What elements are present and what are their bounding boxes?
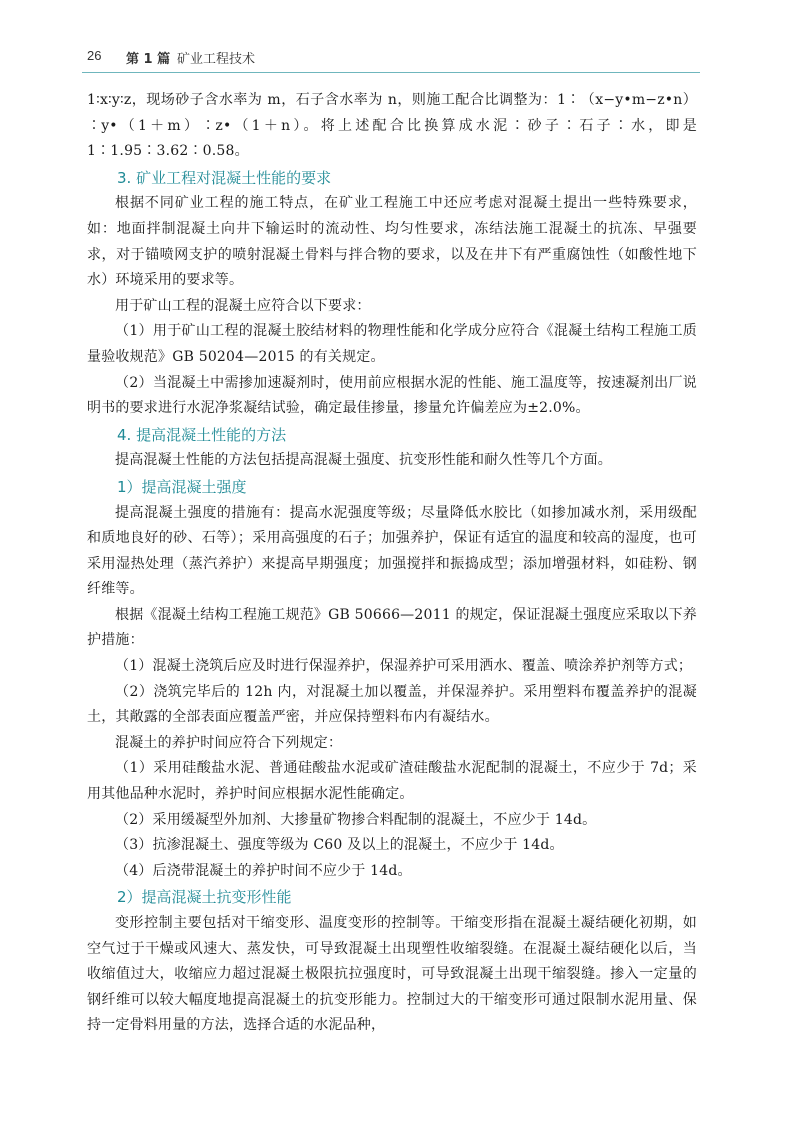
paragraph: 提高混凝土强度的措施有：提高水泥强度等级；尽量降低水胶比（如掺加减水剂，采用级配和质地良好的砂、石等）；采用高强度的石子；加强养护，保证有适宜的温度和较高的湿度，也可采用湿热处理（蒸汽养护）来提高早期强度；加强搅拌和振捣成型；添加增强材料，如硅粉、钢纤维等。 bbox=[87, 504, 697, 598]
list-item: （1）用于矿山工程的混凝土胶结材料的物理性能和化学成分应符合《混凝土结构工程施工质量验收规范》GB 50204—2015 的有关规定。 bbox=[87, 323, 697, 365]
section-heading: 3. 矿业工程对混凝土性能的要求 bbox=[117, 168, 332, 187]
list-item: （2）采用缓凝型外加剂、大掺量矿物掺合料配制的混凝土，不应少于 14d。 bbox=[115, 811, 597, 828]
list-item: （2）当混凝土中需掺加速凝剂时，使用前应根据水泥的性能、施工温度等，按速凝剂出厂说明书的要求进行水泥净浆凝结试验，确定最佳掺量，掺量允许偏差应为±2.0%。 bbox=[87, 374, 697, 417]
list-item: （3）抗渗混凝土、强度等级为 C60 及以上的混凝土，不应少于 14d。 bbox=[115, 837, 564, 854]
paragraph: 变形控制主要包括对干缩变形、温度变形的控制等。干缩变形指在混凝土凝结硬化初期，如空气过于干燥或风速大、蒸发快，可导致混凝土出现塑性收缩裂缝。在混凝土凝结硬化以后，当收缩值过大，收缩应力超过混凝土极限抗拉强度时，可导致混凝土出现干缩裂缝。掺入一定量的钢纤维可以较大幅度地提高混凝土的抗变形能力。控制过大的干缩变形可通过限制水泥用量、保持一定骨料用量的方法，选择合适的水泥品种， bbox=[87, 915, 697, 1034]
paragraph: 混凝土的养护时间应符合下列规定： bbox=[115, 734, 343, 751]
page-header bbox=[0, 0, 800, 74]
page-number: 26 bbox=[87, 48, 102, 63]
chapter-title: 矿业工程技术 bbox=[177, 52, 256, 67]
subsection-heading: 1）提高混凝土强度 bbox=[117, 477, 247, 496]
section-heading: 4. 提高混凝土性能的方法 bbox=[117, 425, 287, 444]
header-rule bbox=[82, 72, 700, 73]
page-content bbox=[87, 88, 697, 1039]
paragraph: 根据不同矿业工程的施工特点，在矿业工程施工中还应考虑对混凝土提出一些特殊要求，如：地面拌制混凝土向井下输运时的流动性、均匀性要求，冻结法施工混凝土的抗冻、早强要求，对于锚喷网支护的喷射混凝土骨料与拌合物的要求，以及在井下有严重腐蚀性（如酸性地下水）环境采用的要求等。 bbox=[87, 195, 697, 289]
subsection-heading: 2）提高混凝土抗变形性能 bbox=[117, 888, 292, 907]
paragraph: 用于矿山工程的混凝土应符合以下要求： bbox=[115, 297, 371, 314]
paragraph: 1∶x∶y∶z，现场砂子含水率为 m，石子含水率为 n，则施工配合比调整为：1∶（x−y•m−z•n）∶y•（1＋m）∶z•（1＋n）。将上述配合比换算成水泥∶砂子∶石子∶水，即是 1∶1.95∶3.62∶0.58。 bbox=[87, 92, 697, 160]
paragraph: 提高混凝土性能的方法包括提高混凝土强度、抗变形性能和耐久性等几个方面。 bbox=[115, 452, 612, 469]
list-item: （1）采用硅酸盐水泥、普通硅酸盐水泥或矿渣硅酸盐水泥配制的混凝土，不应少于 7d；采用其他品种水泥时，养护时间应根据水泥性能确定。 bbox=[87, 760, 697, 803]
list-item: （1）混凝土浇筑后应及时进行保湿养护，保湿养护可采用洒水、覆盖、喷涂养护剂等方式； bbox=[115, 658, 693, 675]
paragraph: 根据《混凝土结构工程施工规范》GB 50666—2011 的规定，保证混凝土强度应采取以下养护措施： bbox=[87, 606, 697, 649]
part-label: 第 1 篇 bbox=[126, 52, 171, 67]
list-item: （2）浇筑完毕后的 12h 内，对混凝土加以覆盖，并保湿养护。采用塑料布覆盖养护的混凝土，其敞露的全部表面应覆盖严密，并应保持塑料布内有凝结水。 bbox=[87, 683, 697, 726]
list-item: （4）后浇带混凝土的养护时间不应少于 14d。 bbox=[115, 862, 412, 879]
